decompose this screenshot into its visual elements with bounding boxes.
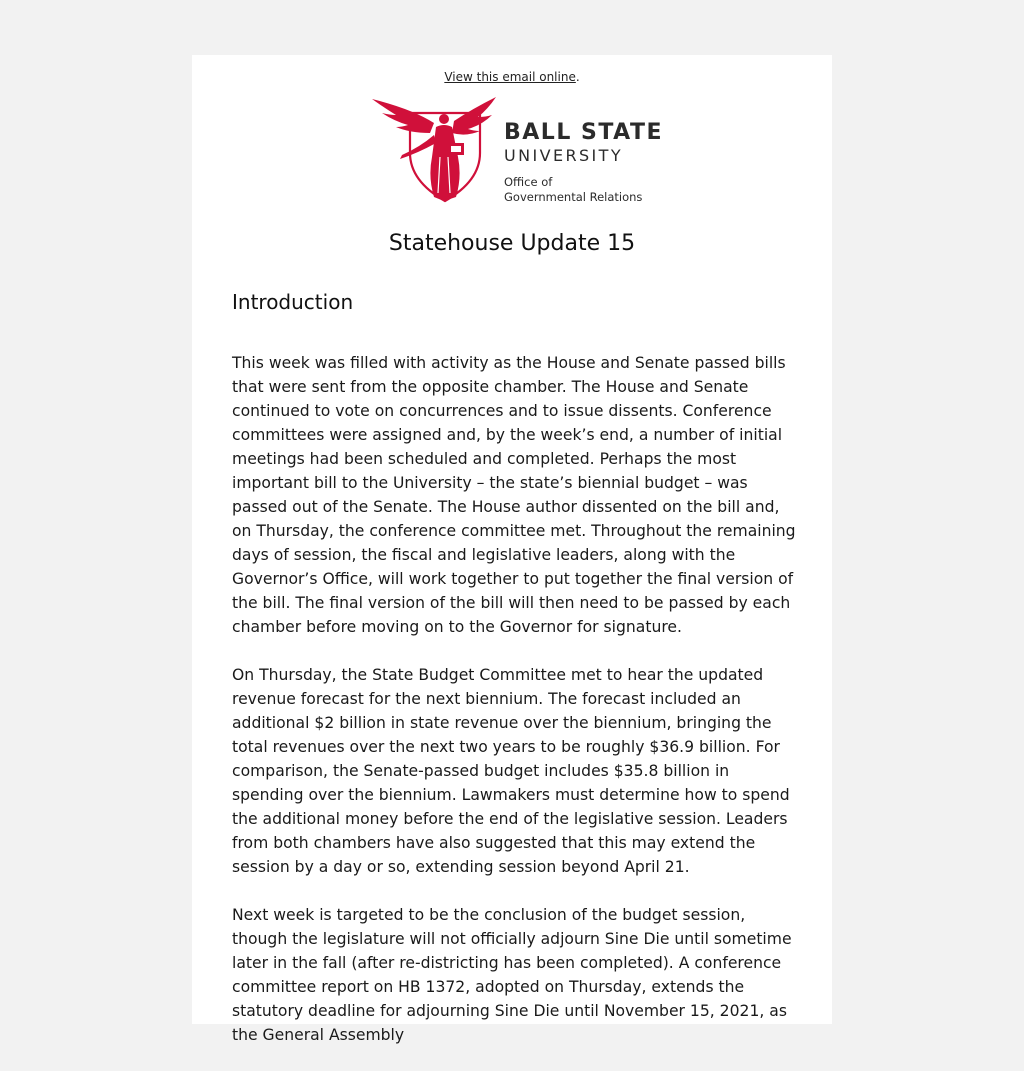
logo-office-line1: Office of: [504, 175, 553, 189]
article-body: [232, 351, 798, 1071]
logo-university-line1: BALL STATE: [504, 120, 663, 145]
ball-state-logo: [372, 97, 663, 205]
logo-university-line2: UNIVERSITY: [504, 146, 623, 165]
email-card: [192, 55, 832, 1044]
paragraph: On Thursday, the State Budget Committee met to hear the updated revenue forecast for the next biennium. The forecast included an additional $2 billion in state revenue over the biennium, bringing the total revenues over the next two years to be roughly $36.9 billion. For comparison, the Senate-passed budget includes $35.8 billion in spending over the biennium. Lawmakers must determine how to spend the additional money before the end of the legislative session. Leaders from both chambers have also suggested that this may extend the session by a day or so, extending session beyond April 21.: [232, 666, 790, 876]
section-heading-introduction: Introduction: [232, 290, 354, 314]
view-online-link[interactable]: View this email online: [444, 70, 576, 84]
view-online-row: [192, 70, 832, 84]
page-title: Statehouse Update 15: [388, 231, 636, 256]
logo-office-line2: Governmental Relations: [504, 190, 643, 204]
view-online-suffix: .: [575, 70, 580, 84]
paragraph: This week was filled with activity as the House and Senate passed bills that were sent from the opposite chamber. The House and Senate continued to vote on concurrences and to issue dissents. Conference committees were assigned and, by the week’s end, a number of initial meetings had been scheduled and completed. Perhaps the most important bill to the University – the state’s biennial budget – was passed out of the Senate. The House author dissented on the bill and, on Thursday, the conference committee met. Throughout the remaining days of session, the fiscal and legislative leaders, along with the Governor’s Office, will work together to put together the final version of the bill. The final version of the bill will then need to be passed by each chamber before moving on to the Governor for signature.: [232, 354, 796, 636]
paragraph: Next week is targeted to be the conclusion of the budget session, though the legislature will not officially adjourn Sine Die until sometime later in the fall (after re-districting has been completed). A conference committee report on HB 1372, adopted on Thursday, extends the statutory deadline for adjourning Sine Die until November 15, 2021, as the General Assembly: [232, 906, 792, 1044]
